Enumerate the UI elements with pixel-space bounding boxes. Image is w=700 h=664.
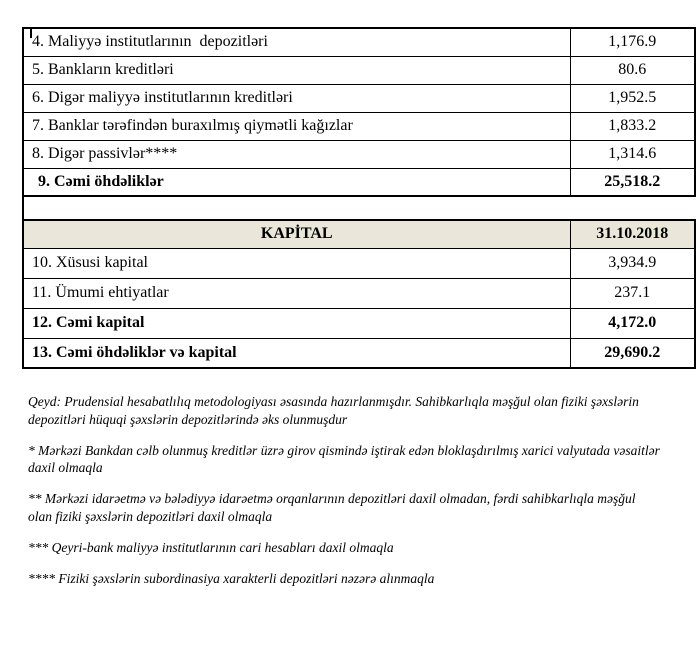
table-row [23, 248, 695, 278]
note-qeyd: Qeyd: Prudensial hesabatlılıq metodologiyası əsasında hazırlanmışdır. Sahibkarlıqla məşğul olan fiziki şəxslərin depozitləri hüquqi şəxslərin depozitlərində əks olunmuşdur [28, 394, 639, 427]
row-label: 12. Cəmi kapital [23, 308, 570, 338]
row-label: 11. Ümumi ehtiyatlar [23, 278, 570, 308]
capital-header-row [23, 220, 695, 248]
row-value: 80.6 [570, 56, 695, 84]
table-row [23, 278, 695, 308]
table-row [23, 56, 695, 84]
row-value: 4,172.0 [570, 308, 695, 338]
row-label: 8. Digər passivlər**** [23, 140, 570, 168]
row-value: 237.1 [570, 278, 695, 308]
cropped-border-tick [30, 27, 32, 38]
row-label: 6. Digər maliyyə institutlarının kreditləri [23, 84, 570, 112]
note-asterisk-2: ** Mərkəzi idarəetmə və bələdiyyə idarəetmə orqanlarının depozitləri daxil olmadan, fərdi sahibkarlıqla məşğul olan fiziki şəxslərin depozitləri daxil olmaqla [28, 491, 636, 525]
row-label: 13. Cəmi öhdəliklər və kapital [23, 338, 570, 368]
liabilities-table [22, 27, 696, 197]
total-capital-row [23, 308, 695, 338]
note-asterisk-3: *** Qeyri-bank maliyyə institutlarının cari hesabları daxil olmaqla [28, 539, 394, 555]
note-asterisk-4: **** Fiziki şəxslərin subordinasiya xarakterli depozitləri nəzərə alınmaqla [28, 570, 435, 586]
capital-header-date: 31.10.2018 [570, 220, 695, 248]
row-value: 1,176.9 [570, 28, 695, 56]
row-value: 25,518.2 [570, 168, 695, 196]
table-row [23, 140, 695, 168]
total-liabilities-row [23, 168, 695, 196]
table-row [23, 112, 695, 140]
row-label: 4. Maliyyə institutlarının depozitləri [23, 28, 570, 56]
note-asterisk-1: * Mərkəzi Bankdan cəlb olunmuş kreditlər üzrə girov qismində iştirak edən bloklaşdırılmış xarici valyutada vəsaitlər daxil olmaqla [28, 442, 660, 476]
document-page [0, 27, 700, 664]
row-value: 1,314.6 [570, 140, 695, 168]
row-value: 1,952.5 [570, 84, 695, 112]
row-label: 5. Bankların kreditləri [23, 56, 570, 84]
row-label: 10. Xüsusi kapital [23, 248, 570, 278]
capital-header-title: KAPİTAL [23, 220, 570, 248]
row-label: 9. Cəmi öhdəliklər [23, 168, 570, 196]
table-row [23, 28, 695, 56]
capital-table [22, 219, 696, 369]
row-label: 7. Banklar tərəfindən buraxılmış qiymətli kağızlar [23, 112, 570, 140]
table-row [23, 84, 695, 112]
notes-section [28, 393, 662, 588]
row-value: 3,934.9 [570, 248, 695, 278]
row-value: 29,690.2 [570, 338, 695, 368]
grand-total-row [23, 338, 695, 368]
table-gap-spacer [22, 197, 322, 219]
row-value: 1,833.2 [570, 112, 695, 140]
